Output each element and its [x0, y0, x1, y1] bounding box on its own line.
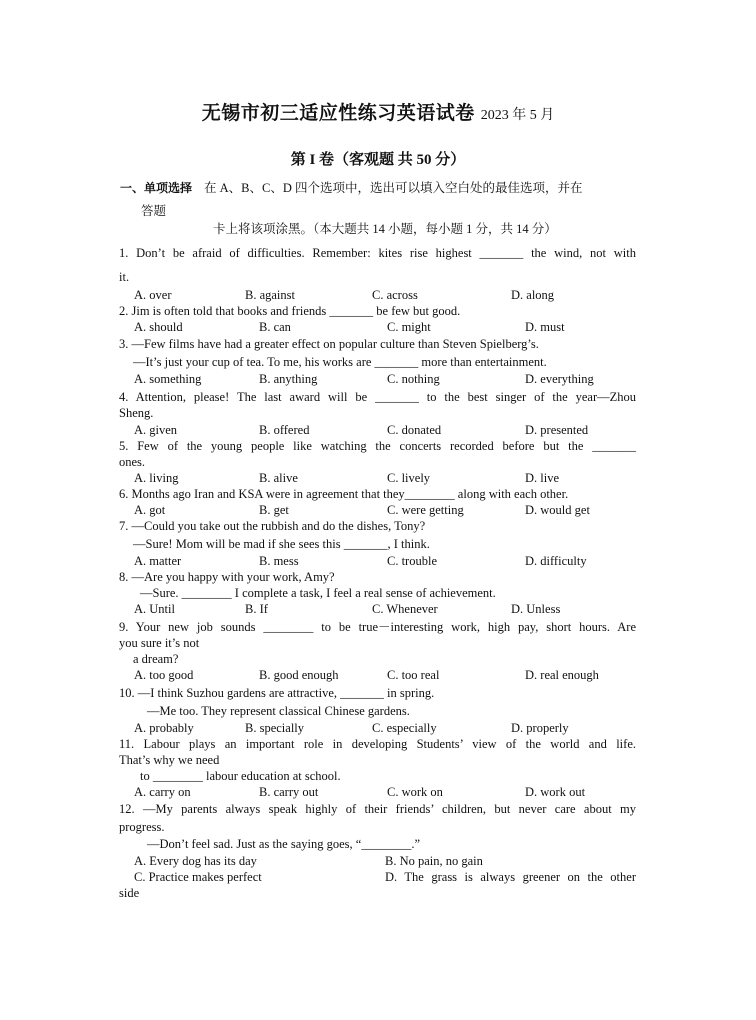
question-10-reply: —Me too. They represent classical Chinese gardens.: [147, 704, 410, 718]
q5-option-b: B. alive: [259, 471, 298, 485]
q2-option-c: C. might: [387, 320, 431, 334]
q11-option-d: D. work out: [525, 785, 586, 799]
question-11-stem-cont2: to ________ labour education at school.: [140, 769, 341, 783]
q1-option-b: B. against: [245, 288, 295, 302]
q4-option-a: A. given: [134, 423, 178, 437]
question-8-stem: 8. —Are you happy with your work, Amy?: [119, 570, 335, 584]
question-4-stem: 4. Attention, please! The last award will be _______ to the best singer of the year—Zhou: [119, 390, 636, 404]
section-instruction: 在 A、B、C、D 四个选项中，选出可以填入空白处的最佳选项，并在: [204, 181, 583, 195]
q10-option-c: C. especially: [372, 721, 437, 735]
section-instruction-cont: 答题: [141, 204, 167, 218]
q11-option-c: C. work on: [387, 785, 443, 799]
q2-option-a: A. should: [134, 320, 183, 334]
section-label: 一、单项选择: [120, 181, 193, 195]
section-heading-line: [120, 181, 636, 196]
q7-option-b: B. mess: [259, 554, 299, 568]
q12-option-c: C. Practice makes perfect: [134, 870, 262, 884]
q8-option-b: B. If: [245, 602, 268, 616]
question-5-stem-cont: ones.: [119, 455, 146, 469]
q6-option-a: A. got: [134, 503, 166, 517]
part-heading: 第 I 卷（客观题 共 50 分）: [290, 152, 466, 168]
question-3-stem: 3. —Few films have had a greater effect on popular culture than Steven Spielberg’s.: [119, 337, 539, 351]
question-9-stem-cont: you sure it’s not: [119, 636, 200, 650]
exam-title: [0, 98, 756, 125]
question-9-stem-cont2: a dream?: [133, 652, 179, 666]
q12-option-d-cont: side: [119, 886, 140, 900]
q11-option-b: B. carry out: [259, 785, 319, 799]
q7-option-c: C. trouble: [387, 554, 437, 568]
q10-option-a: A. probably: [134, 721, 194, 735]
q2-option-d: D. must: [525, 320, 565, 334]
q5-option-d: D. live: [525, 471, 560, 485]
q1-option-d: D. along: [511, 288, 555, 302]
q9-option-c: C. too real: [387, 668, 440, 682]
q3-option-c: C. nothing: [387, 372, 440, 386]
question-1-stem-cont: it.: [119, 270, 130, 284]
q3-option-d: D. everything: [525, 372, 594, 386]
question-11-stem: 11. Labour plays an important role in developing Students’ view of the world and life.: [119, 737, 636, 751]
question-4-stem-cont: Sheng.: [119, 406, 154, 420]
question-6-stem: 6. Months ago Iran and KSA were in agreement that they________ along with each other.: [119, 487, 569, 501]
q4-option-d: D. presented: [525, 423, 589, 437]
q4-option-b: B. offered: [259, 423, 310, 437]
question-10-stem: 10. —I think Suzhou gardens are attractive, _______ in spring.: [119, 686, 435, 700]
q7-option-d: D. difficulty: [525, 554, 587, 568]
section-instruction-cont2: 卡上将该项涂黑。（本大题共 14 小题，每小题 1 分，共 14 分）: [213, 222, 557, 236]
q10-option-b: B. specially: [245, 721, 305, 735]
q12-option-b: B. No pain, no gain: [385, 854, 483, 868]
q6-option-b: B. get: [259, 503, 289, 517]
question-5-stem: 5. Few of the young people like watching the concerts recorded before but the _______: [119, 439, 636, 453]
q4-option-c: C. donated: [387, 423, 442, 437]
q10-option-d: D. properly: [511, 721, 569, 735]
q9-option-a: A. too good: [134, 668, 194, 682]
question-12-reply: —Don’t feel sad. Just as the saying goes, “________.”: [147, 837, 420, 851]
question-8-reply: —Sure. ________ I complete a task, I feel a real sense of achievement.: [140, 586, 496, 600]
q2-option-b: B. can: [259, 320, 291, 334]
q8-option-a: A. Until: [134, 602, 175, 616]
q9-option-b: B. good enough: [259, 668, 339, 682]
question-7-stem: 7. —Could you take out the rubbish and do the dishes, Tony?: [119, 519, 426, 533]
q7-option-a: A. matter: [134, 554, 182, 568]
q6-option-c: C. were getting: [387, 503, 464, 517]
question-12-stem: 12. —My parents always speak highly of their friends’ children, but never care about my: [119, 802, 636, 816]
question-2-stem: 2. Jim is often told that books and friends _______ be few but good.: [119, 304, 461, 318]
question-9-stem: 9. Your new job sounds ________ to be true－interesting work, high pay, short hours. Are: [119, 620, 636, 634]
question-11-stem-cont: That’s why we need: [119, 753, 220, 767]
question-7-reply: —Sure! Mom will be mad if she sees this _______, I think.: [133, 537, 430, 551]
q12-option-d: D. The grass is always greener on the other: [385, 870, 636, 884]
question-3-reply: —It’s just your cup of tea. To me, his works are _______ more than entertainment.: [133, 355, 547, 369]
q3-option-b: B. anything: [259, 372, 318, 386]
q6-option-d: D. would get: [525, 503, 590, 517]
q9-option-d: D. real enough: [525, 668, 599, 682]
q1-option-c: C. across: [372, 288, 418, 302]
question-1-stem: 1. Don’t be afraid of difficulties. Remember: kites rise highest _______ the wind, not with: [119, 246, 636, 260]
q12-option-a: A. Every dog has its day: [134, 854, 257, 868]
q5-option-a: A. living: [134, 471, 179, 485]
q8-option-d: D. Unless: [511, 602, 561, 616]
q1-option-a: A. over: [134, 288, 172, 302]
q11-option-a: A. carry on: [134, 785, 191, 799]
question-12-stem-cont: progress.: [119, 820, 165, 834]
q3-option-a: A. something: [134, 372, 202, 386]
q8-option-c: C. Whenever: [372, 602, 438, 616]
title-text: 无锡市初三适应性练习英语试卷: [201, 103, 475, 124]
q5-option-c: C. lively: [387, 471, 431, 485]
exam-date: 2023 年 5 月: [480, 108, 555, 123]
